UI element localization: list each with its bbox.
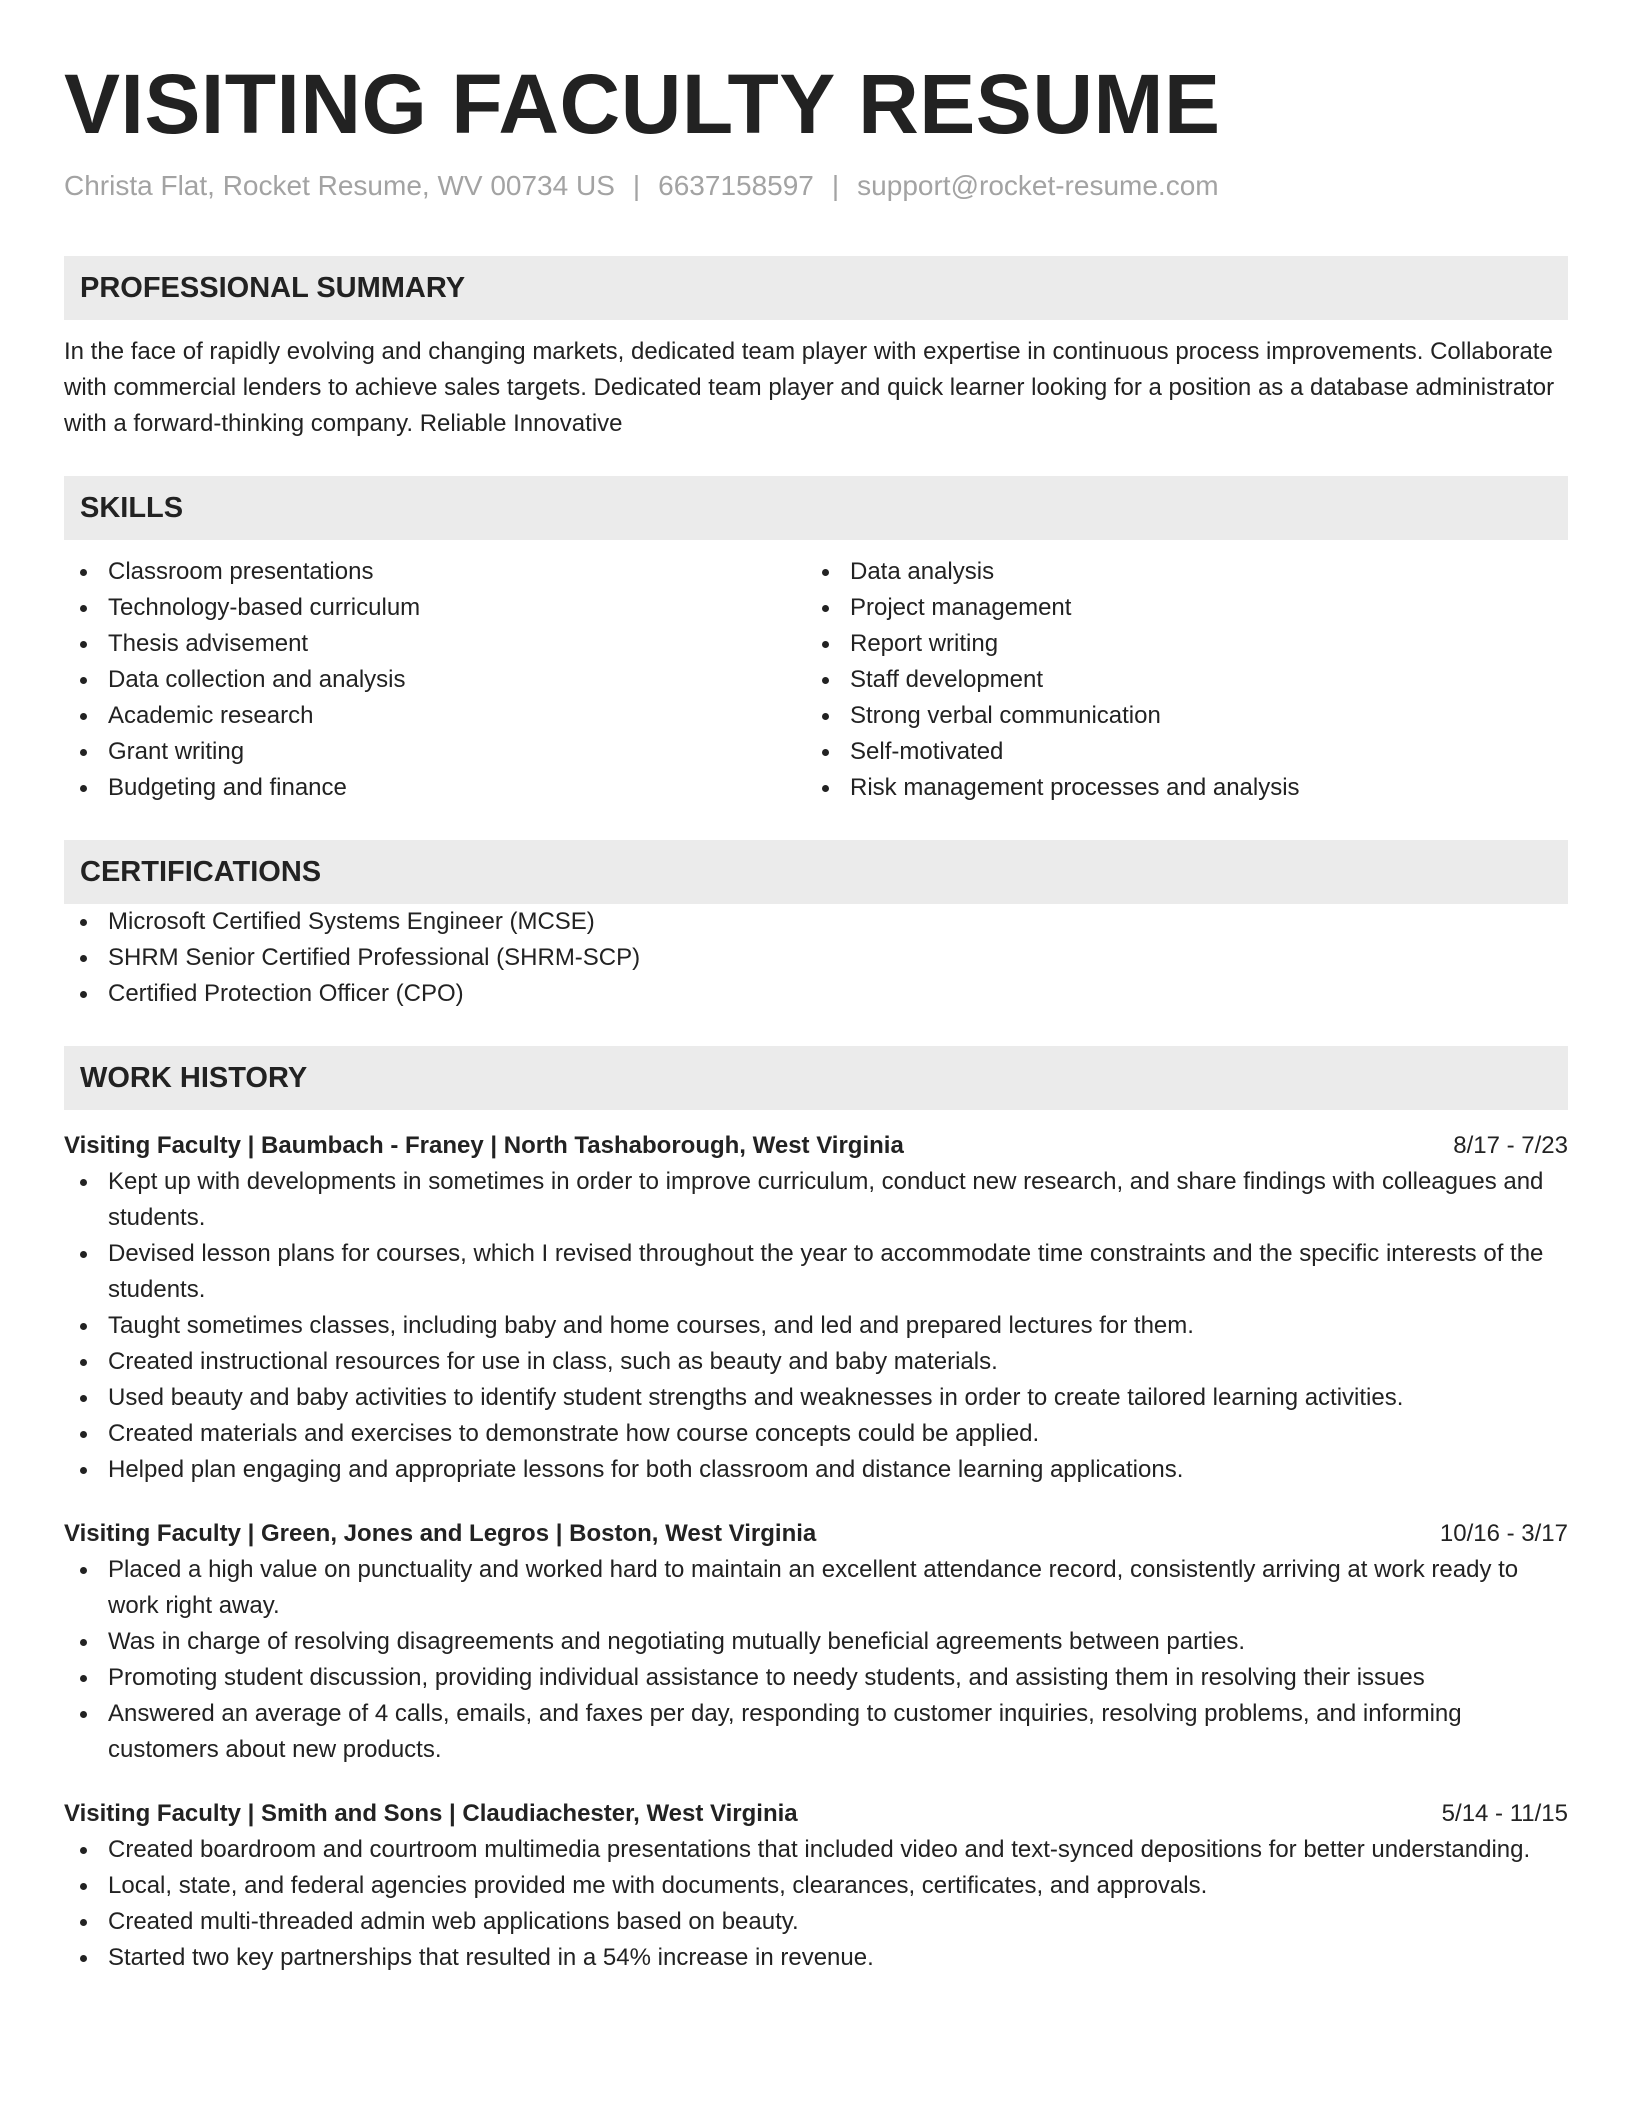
skill-item: Thesis advisement	[64, 626, 806, 662]
bullet-icon	[80, 1711, 87, 1718]
skill-item: Academic research	[64, 698, 806, 734]
job-title-line: Visiting Faculty | Green, Jones and Legros | Boston, West Virginia	[64, 1520, 817, 1547]
job-bullet: Answered an average of 4 calls, emails, and faxes per day, responding to customer inquiries, resolving problems, and informing customers about new products.	[64, 1696, 1568, 1768]
certifications-list	[64, 904, 1568, 1012]
bullet-icon	[80, 1359, 87, 1366]
contact-phone: 6637158597	[658, 170, 814, 201]
job-dates: 10/16 - 3/17	[1439, 1520, 1568, 1547]
job-bullet-list	[64, 1552, 1568, 1768]
job-bullet: Local, state, and federal agencies provided me with documents, clearances, certificates, and approvals.	[64, 1868, 1568, 1904]
job-dates: 8/17 - 7/23	[1453, 1132, 1568, 1159]
contact-separator: |	[632, 170, 641, 201]
job-bullet: Helped plan engaging and appropriate lessons for both classroom and distance learning applications.	[64, 1452, 1568, 1488]
bullet-icon	[80, 677, 87, 684]
bullet-icon	[80, 1431, 87, 1438]
skills-grid	[64, 554, 1568, 806]
bullet-icon	[80, 1847, 87, 1854]
bullet-icon	[80, 749, 87, 756]
skills-list-right	[806, 554, 1548, 806]
job-header	[64, 1796, 1568, 1832]
skill-item: Report writing	[806, 626, 1548, 662]
job-bullet-list	[64, 1832, 1568, 1976]
bullet-icon	[80, 1883, 87, 1890]
skill-item: Data analysis	[806, 554, 1548, 590]
bullet-icon	[80, 785, 87, 792]
job-bullet: Kept up with developments in sometimes in order to improve curriculum, conduct new research, and share findings with colleagues and students.	[64, 1164, 1568, 1236]
section-header-skills: SKILLS	[64, 476, 1568, 540]
job-bullet: Taught sometimes classes, including baby and home courses, and led and prepared lectures for them.	[64, 1308, 1568, 1344]
skill-item: Strong verbal communication	[806, 698, 1548, 734]
contact-separator: |	[831, 170, 840, 201]
bullet-icon	[822, 605, 829, 612]
skill-item: Budgeting and finance	[64, 770, 806, 806]
bullet-icon	[80, 1919, 87, 1926]
bullet-icon	[80, 1639, 87, 1646]
section-header-work-history: WORK HISTORY	[64, 1046, 1568, 1110]
skill-item: Staff development	[806, 662, 1548, 698]
contact-line	[64, 168, 1568, 204]
job-bullet: Promoting student discussion, providing individual assistance to needy students, and assisting them in resolving their issues	[64, 1660, 1568, 1696]
job-bullet: Created multi-threaded admin web applications based on beauty.	[64, 1904, 1568, 1940]
job-bullet: Devised lesson plans for courses, which I revised throughout the year to accommodate time constraints and the specific interests of the students.	[64, 1236, 1568, 1308]
contact-email: support@rocket-resume.com	[857, 170, 1219, 201]
job-bullet-list	[64, 1164, 1568, 1488]
skill-item: Project management	[806, 590, 1548, 626]
job-bullet: Created materials and exercises to demonstrate how course concepts could be applied.	[64, 1416, 1568, 1452]
bullet-icon	[80, 1955, 87, 1962]
bullet-icon	[80, 713, 87, 720]
skill-item: Grant writing	[64, 734, 806, 770]
job-bullet: Placed a high value on punctuality and worked hard to maintain an excellent attendance record, consistently arriving at work ready to work right away.	[64, 1552, 1568, 1624]
skills-list-left	[64, 554, 806, 806]
skill-item: Data collection and analysis	[64, 662, 806, 698]
bullet-icon	[822, 713, 829, 720]
bullet-icon	[822, 785, 829, 792]
contact-address: Christa Flat, Rocket Resume, WV 00734 US	[64, 170, 615, 201]
job-bullet: Created boardroom and courtroom multimedia presentations that included video and text-synced depositions for better understanding.	[64, 1832, 1568, 1868]
job-bullet: Used beauty and baby activities to identify student strengths and weaknesses in order to create tailored learning activities.	[64, 1380, 1568, 1416]
bullet-icon	[80, 641, 87, 648]
bullet-icon	[80, 605, 87, 612]
certification-item: Certified Protection Officer (CPO)	[64, 976, 1568, 1012]
bullet-icon	[822, 677, 829, 684]
bullet-icon	[80, 991, 87, 998]
job-header	[64, 1128, 1568, 1164]
job-header	[64, 1516, 1568, 1552]
bullet-icon	[80, 1323, 87, 1330]
bullet-icon	[80, 1179, 87, 1186]
skill-item: Self-motivated	[806, 734, 1548, 770]
job-entry	[64, 1516, 1568, 1768]
bullet-icon	[80, 569, 87, 576]
bullet-icon	[80, 919, 87, 926]
job-entry	[64, 1796, 1568, 1976]
skill-item: Technology-based curriculum	[64, 590, 806, 626]
bullet-icon	[80, 1467, 87, 1474]
job-entry	[64, 1128, 1568, 1488]
bullet-icon	[80, 1251, 87, 1258]
section-header-certifications: CERTIFICATIONS	[64, 840, 1568, 904]
section-header-summary: PROFESSIONAL SUMMARY	[64, 256, 1568, 320]
summary-text: In the face of rapidly evolving and changing markets, dedicated team player with expertise in continuous process improvements. Collaborate with commercial lenders to achieve sales targets. Dedicated team player and quick learner looking for a position as a database administrator with a forward-thinking company. Reliable Innovative	[64, 338, 1555, 437]
bullet-icon	[80, 1675, 87, 1682]
bullet-icon	[80, 955, 87, 962]
job-title-line: Visiting Faculty | Baumbach - Franey | North Tashaborough, West Virginia	[64, 1132, 904, 1159]
skill-item: Risk management processes and analysis	[806, 770, 1548, 806]
job-dates: 5/14 - 11/15	[1441, 1800, 1568, 1827]
bullet-icon	[822, 641, 829, 648]
resume-title: VISITING FACULTY RESUME	[64, 57, 1221, 151]
bullet-icon	[822, 569, 829, 576]
skill-item: Classroom presentations	[64, 554, 806, 590]
bullet-icon	[822, 749, 829, 756]
certification-item: Microsoft Certified Systems Engineer (MCSE)	[64, 904, 1568, 940]
job-title-line: Visiting Faculty | Smith and Sons | Claudiachester, West Virginia	[64, 1800, 798, 1827]
job-bullet: Created instructional resources for use in class, such as beauty and baby materials.	[64, 1344, 1568, 1380]
certification-item: SHRM Senior Certified Professional (SHRM-SCP)	[64, 940, 1568, 976]
job-bullet: Was in charge of resolving disagreements and negotiating mutually beneficial agreements between parties.	[64, 1624, 1568, 1660]
bullet-icon	[80, 1567, 87, 1574]
job-bullet: Started two key partnerships that resulted in a 54% increase in revenue.	[64, 1940, 1568, 1976]
bullet-icon	[80, 1395, 87, 1402]
